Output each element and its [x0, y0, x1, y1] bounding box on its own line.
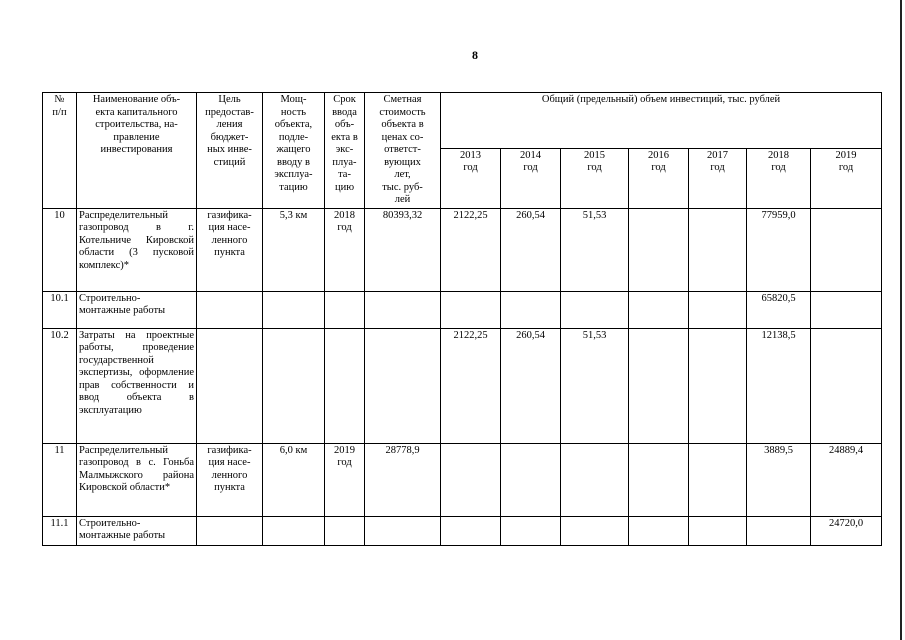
row-2018: 3889,5	[747, 443, 811, 516]
header-year-2016: 2016 год	[629, 148, 689, 208]
row-term	[325, 291, 365, 328]
row-2015: 51,53	[561, 328, 629, 443]
header-row	[43, 93, 882, 149]
table-row	[43, 516, 882, 545]
row-2015	[561, 516, 629, 545]
row-cost	[365, 516, 441, 545]
row-2018: 12138,5	[747, 328, 811, 443]
row-2013	[441, 443, 501, 516]
row-2014	[501, 516, 561, 545]
row-capacity: 5,3 км	[263, 208, 325, 291]
row-purpose	[197, 291, 263, 328]
row-2015	[561, 291, 629, 328]
row-num: 10	[43, 208, 77, 291]
investment-table	[42, 92, 882, 546]
header-total-investment: Общий (предельный) объем инвестиций, тыс. рублей	[441, 93, 882, 149]
row-2017	[689, 208, 747, 291]
row-cost	[365, 328, 441, 443]
header-year-2013: 2013 год	[441, 148, 501, 208]
row-2014	[501, 443, 561, 516]
row-2016	[629, 291, 689, 328]
row-capacity	[263, 291, 325, 328]
row-2019	[811, 328, 882, 443]
row-2016	[629, 443, 689, 516]
row-capacity	[263, 328, 325, 443]
row-2019	[811, 291, 882, 328]
row-2016	[629, 208, 689, 291]
row-term: 2019 год	[325, 443, 365, 516]
row-term: 2018 год	[325, 208, 365, 291]
header-name: Наименование объ- екта капитального строительства, на- правление инвестирования	[77, 93, 197, 209]
row-2013	[441, 516, 501, 545]
row-capacity: 6,0 км	[263, 443, 325, 516]
row-purpose	[197, 516, 263, 545]
header-capacity: Мощ- ность объекта, подле- жащего вводу в эксплуа- тацию	[263, 93, 325, 209]
row-2014: 260,54	[501, 328, 561, 443]
page-number: 8	[472, 48, 478, 62]
header-year-2019: 2019 год	[811, 148, 882, 208]
header-num: № п/п	[43, 93, 77, 209]
row-capacity	[263, 516, 325, 545]
row-2015: 51,53	[561, 208, 629, 291]
row-2017	[689, 328, 747, 443]
row-2016	[629, 516, 689, 545]
table-row	[43, 328, 882, 443]
row-name: Затраты на проектные работы, проведение государственной экспертизы, оформление прав собственности и ввод объекта в эксплуатацию	[77, 328, 197, 443]
row-2019: 24720,0	[811, 516, 882, 545]
row-2014: 260,54	[501, 208, 561, 291]
table-row	[43, 443, 882, 516]
row-term	[325, 328, 365, 443]
row-cost: 80393,32	[365, 208, 441, 291]
header-year-2017: 2017 год	[689, 148, 747, 208]
row-purpose: газифика- ция насе- ленного пункта	[197, 208, 263, 291]
row-2017	[689, 516, 747, 545]
header-year-2015: 2015 год	[561, 148, 629, 208]
row-num: 11	[43, 443, 77, 516]
row-name: Строительно- монтажные работы	[77, 516, 197, 545]
row-cost	[365, 291, 441, 328]
row-2019	[811, 208, 882, 291]
header-year-2018: 2018 год	[747, 148, 811, 208]
row-num: 10.2	[43, 328, 77, 443]
header-cost: Сметная стоимость объекта в ценах со- ответст- вующих лет, тыс. руб- лей	[365, 93, 441, 209]
row-name: Строительно- монтажные работы	[77, 291, 197, 328]
row-2018: 77959,0	[747, 208, 811, 291]
table-row	[43, 291, 882, 328]
row-term	[325, 516, 365, 545]
row-2013: 2122,25	[441, 208, 501, 291]
row-purpose	[197, 328, 263, 443]
row-2018: 65820,5	[747, 291, 811, 328]
row-num: 11.1	[43, 516, 77, 545]
table-row	[43, 208, 882, 291]
row-name: Распределительный газопровод в г. Котельниче Кировской области (3 пусковой комплекс)*	[77, 208, 197, 291]
scan-edge-line	[900, 0, 902, 640]
row-2013: 2122,25	[441, 328, 501, 443]
row-purpose: газифика- ция насе- ленного пункта	[197, 443, 263, 516]
row-2016	[629, 328, 689, 443]
row-2015	[561, 443, 629, 516]
row-2019: 24889,4	[811, 443, 882, 516]
row-2017	[689, 291, 747, 328]
header-term: Срок ввода объ- екта в экс- плуа- та- цию	[325, 93, 365, 209]
header-year-2014: 2014 год	[501, 148, 561, 208]
header-purpose: Цель предостав- ления бюджет- ных инве- стиций	[197, 93, 263, 209]
row-name: Распределительный газопровод в с. Гоньба Малмыжского района Кировской области*	[77, 443, 197, 516]
row-2013	[441, 291, 501, 328]
row-2014	[501, 291, 561, 328]
row-cost: 28778,9	[365, 443, 441, 516]
row-2017	[689, 443, 747, 516]
row-2018	[747, 516, 811, 545]
row-num: 10.1	[43, 291, 77, 328]
